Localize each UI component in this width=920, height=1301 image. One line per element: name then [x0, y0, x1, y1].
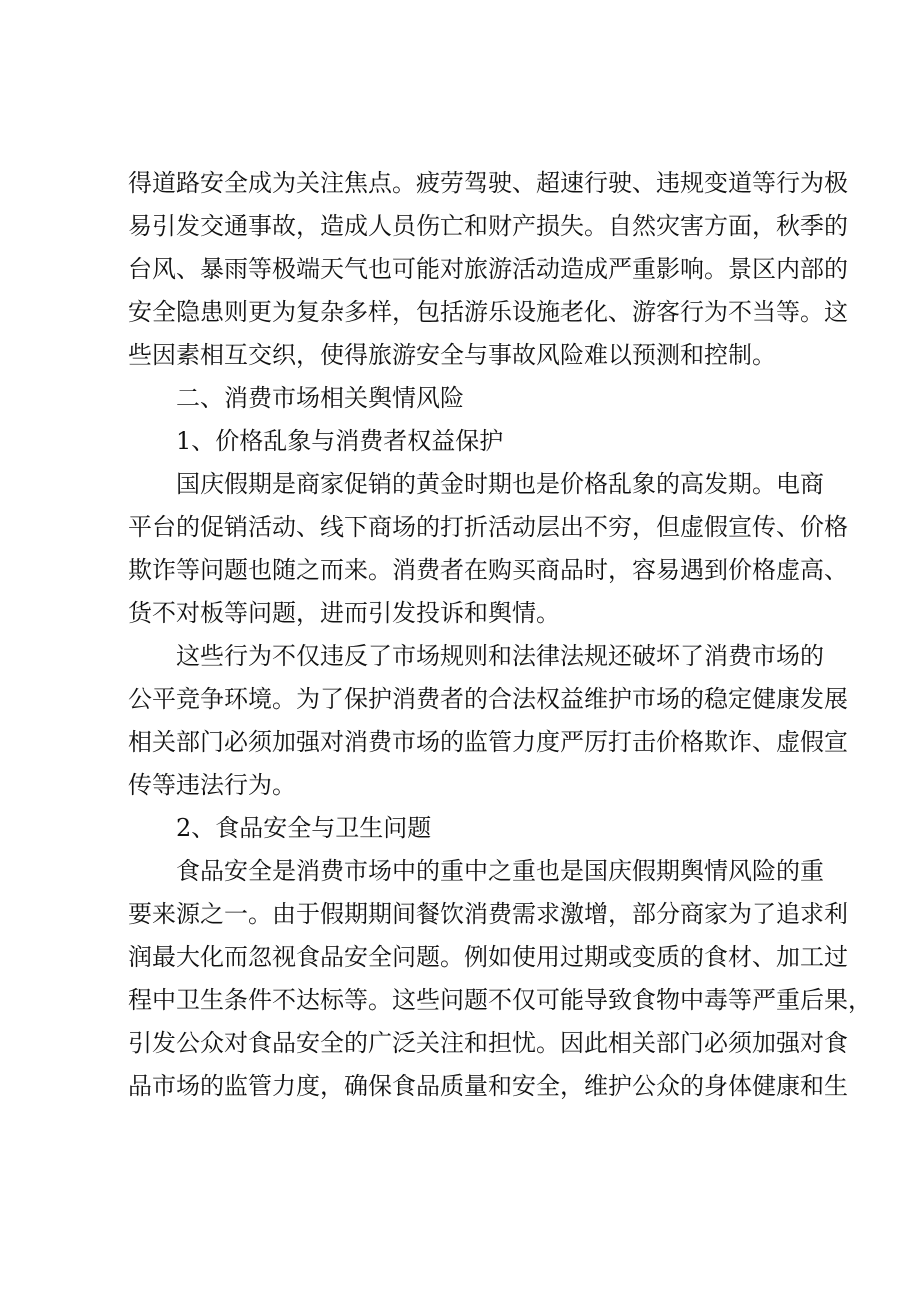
section-heading-consumer-market: 二、消费市场相关舆情风险 [176, 384, 464, 412]
text-line: 货不对板等问题，进而引发投诉和舆情。 [128, 599, 560, 627]
text-line: 平台的促销活动、线下商场的打折活动层出不穷，但虚假宣传、价格 [128, 513, 848, 541]
text-line: 公平竞争环境。为了保护消费者的合法权益维护市场的稳定健康发展 [128, 685, 848, 713]
text-line: 润最大化而忽视食品安全问题。例如使用过期或变质的食材、加工过 [128, 943, 848, 971]
text-line: 引发公众对食品安全的广泛关注和担忧。因此相关部门必须加强对食 [128, 1029, 848, 1057]
text-line: 国庆假期是商家促销的黄金时期也是价格乱象的高发期。电商 [176, 470, 824, 498]
subheading-food-safety: 2、食品安全与卫生问题 [176, 814, 432, 842]
text-line: 这些行为不仅违反了市场规则和法律法规还破坏了消费市场的 [176, 642, 824, 670]
text-line: 食品安全是消费市场中的重中之重也是国庆假期舆情风险的重 [176, 857, 824, 885]
text-line: 相关部门必须加强对消费市场的监管力度严厉打击价格欺诈、虚假宣 [128, 728, 848, 756]
text-line: 程中卫生条件不达标等。这些问题不仅可能导致食物中毒等严重后果， [128, 986, 872, 1014]
text-line: 传等违法行为。 [128, 771, 296, 799]
text-line: 要来源之一。由于假期期间餐饮消费需求激增，部分商家为了追求利 [128, 900, 848, 928]
text-line: 品市场的监管力度，确保食品质量和安全，维护公众的身体健康和生 [128, 1072, 848, 1100]
text-line: 欺诈等问题也随之而来。消费者在购买商品时，容易遇到价格虚高、 [128, 556, 848, 584]
text-line: 台风、暴雨等极端天气也可能对旅游活动造成严重影响。景区内部的 [128, 255, 848, 283]
subheading-price-disorder: 1、价格乱象与消费者权益保护 [176, 427, 504, 455]
text-line: 易引发交通事故，造成人员伤亡和财产损失。自然灾害方面，秋季的 [128, 212, 848, 240]
text-line: 安全隐患则更为复杂多样，包括游乐设施老化、游客行为不当等。这 [128, 298, 848, 326]
text-line: 些因素相互交织，使得旅游安全与事故风险难以预测和控制。 [128, 341, 776, 369]
text-line: 得道路安全成为关注焦点。疲劳驾驶、超速行驶、违规变道等行为极 [128, 169, 848, 197]
